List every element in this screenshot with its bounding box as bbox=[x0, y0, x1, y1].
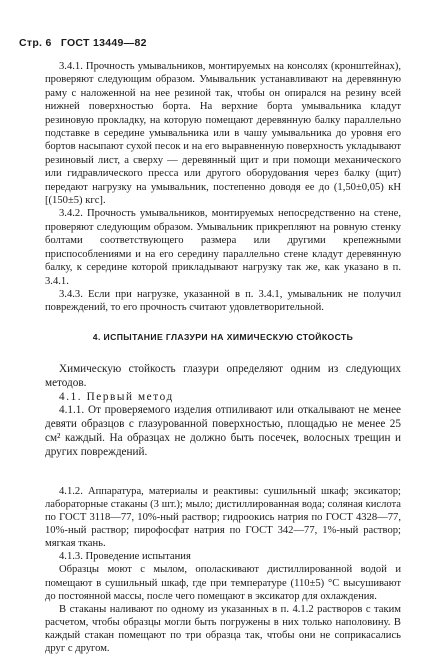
page-header bbox=[19, 37, 153, 49]
section-4-text-part2 bbox=[45, 485, 401, 655]
paragraph-4-1-1: 4.1.1. От проверяемого изделия отпиливают или откалывают не менее девяти образцов с глазурованной поверхностью, площадью не менее 25 см² каждый. На образцах не должно быть посечек, волосных трещин и других повреждений. bbox=[45, 404, 401, 458]
paragraph-4-1-3-a: Образцы моют с мылом, ополаскивают дистиллированной водой и помещают в сушильный шкаф, где при температуре (110±5) °С высушивают до постоянной массы, после чего помещают в эксикатор для охлаждения. bbox=[45, 564, 401, 602]
paragraph-4-1-3-heading: 4.1.3. Проведение испытания bbox=[59, 551, 191, 563]
paragraph-3-4-2: 3.4.2. Прочность умывальников, монтируемых непосредственно на стене, проверяют следующим образом. Умывальник прикрепляют на ровную стенку болтами соответствующего размера или другими крепежными приспособлениями и на его середину параллельно стене кладут деревянную балку, к середине которой прикладывают нагрузку так же, как указано в п. 3.4.1. bbox=[45, 208, 401, 287]
paragraph-4-1-3-b: В стаканы наливают по одному из указанных в п. 4.1.2 растворов с таким расчетом, чтобы образцы могли быть погружены в них только наполовину. В каждый стакан помещают по три образца так, чтобы они не соприкасались друг с другом. bbox=[45, 603, 401, 654]
standard-code: ГОСТ 13449—82 bbox=[60, 37, 147, 49]
section-4-intro: Химическую стойкость глазури определяют одним из следующих методов. bbox=[45, 363, 401, 389]
paragraph-3-4-3: 3.4.3. Если при нагрузке, указанной в п. 3.4.1, умывальник не получил повреждений, то его прочность считают удовлетворительной. bbox=[45, 288, 401, 314]
paragraph-3-4-1: 3.4.1. Прочность умывальников, монтируемых на консолях (кронштейнах), проверяют следующим образом. Умывальник устанавливают на деревянную раму с наложенной на нее резиной так, чтобы он опирался на резину всей нижней поверхностью борта. На верхние борта умывальника кладут резиновую прокладку, на которую помещают деревянную балку параллельно подставке в середине умывальника или в чашу умывальника до уровня его бортов насыпают сухой песок и на его выравненную поверхность укладывают резиновый лист, а сверху — деревянный щит и при помощи механического или гидравлического пресса или другого оборудования через балку (щит) передают нагрузку на умывальник, постепенно доводя ее до (1,50±0,05) кН [(150±5) кгс]. bbox=[45, 61, 401, 207]
method-heading: 4.1. Первый метод bbox=[59, 390, 174, 403]
section-3-text bbox=[45, 60, 401, 315]
paragraph-4-1-2: 4.1.2. Аппаратура, материалы и реактивы: сушильный шкаф; эксикатор; лабораторные стаканы (3 шт.); мыло; дистиллированная вода; соляная кислота по ГОСТ 3118—77, 10%-ный раствор; гидроокись натрия по ГОСТ 4328—77, 10%-ный раствор; пирофосфат натрия по ГОСТ 342—77, 1%-ный раствор; мягкая ткань. bbox=[45, 486, 401, 550]
section-4-title: 4. ИСПЫТАНИЕ ГЛАЗУРИ НА ХИМИЧЕСКУЮ СТОЙКОСТЬ bbox=[92, 332, 354, 342]
page-number: Стр. 6 bbox=[19, 37, 52, 49]
section-4-text-part1 bbox=[45, 363, 401, 460]
